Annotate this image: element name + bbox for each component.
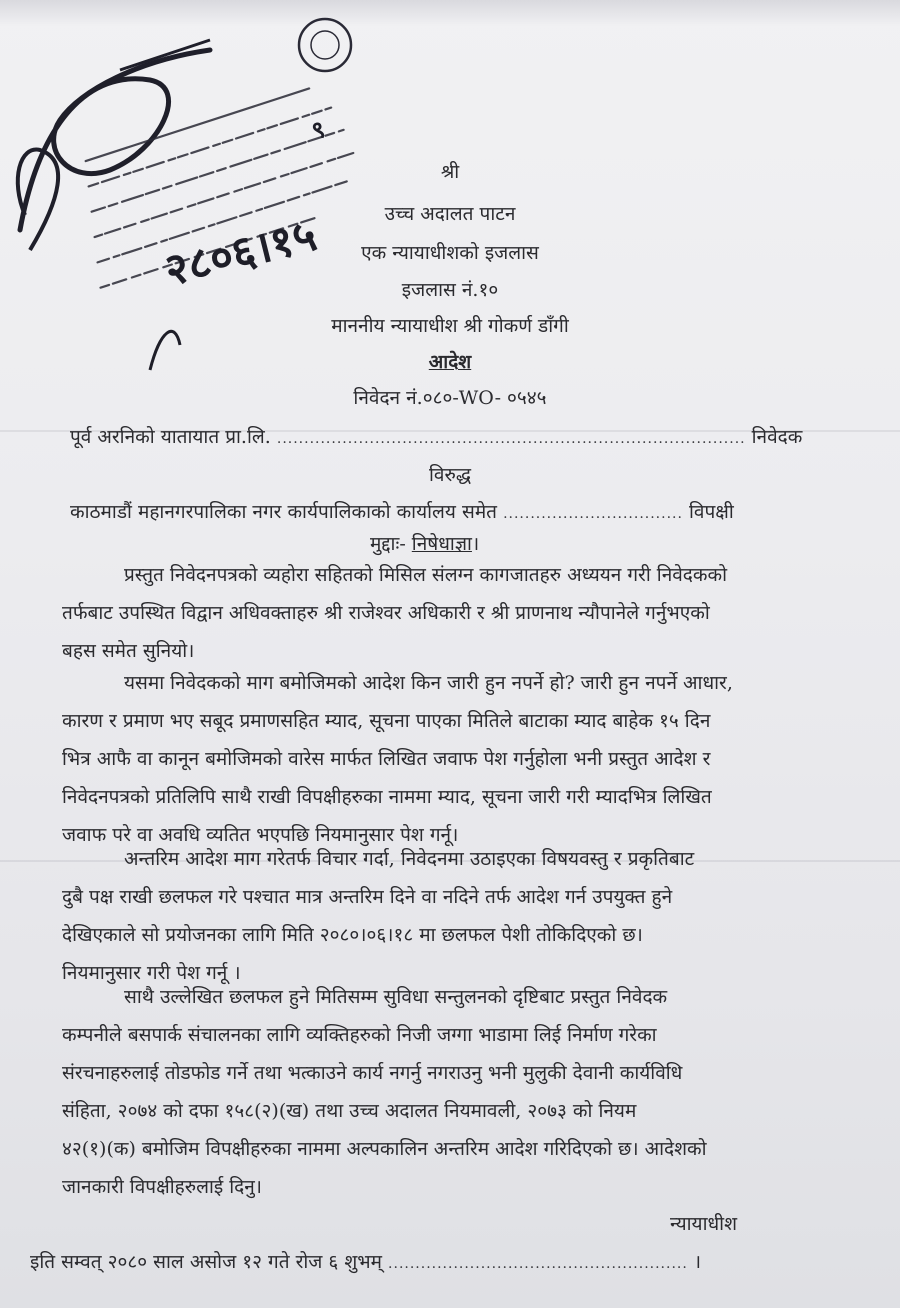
judge-name: माननीय न्यायाधीश श्री गोकर्ण डाँगी — [331, 315, 569, 337]
respondent-line — [70, 500, 830, 526]
petitioner-name: पूर्व अरनिको यातायात प्रा.लि. — [70, 426, 271, 448]
petitioner-dots: ...................................................................................... — [276, 431, 746, 447]
paragraph-line: दुबै पक्ष राखी छलफल गरे पश्चात मात्र अन्तरिम दिने वा नदिने तर्फ आदेश गर्न उपयुक्त हुने — [62, 886, 673, 908]
paragraph-line: जानकारी विपक्षीहरुलाई दिनु। — [62, 1176, 263, 1198]
paragraph-1 — [62, 556, 814, 670]
handwritten-date: २८०६।१५ — [159, 209, 322, 297]
paragraph-line: कम्पनीले बसपार्क संचालनका लागि व्यक्तिहरुको निजी जग्गा भाडामा लिई निर्माण गरेका — [62, 1024, 657, 1046]
respondent-name: काठमाडौं महानगरपालिका नगर कार्यपालिकाको कार्यालय समेत — [70, 501, 498, 523]
paragraph-line: देखिएकाले सो प्रयोजनका लागि मिति २०८०।०६।१८ मा छलफल पेशी तोकिदिएको छ। — [62, 924, 643, 946]
petitioner-role: निवेदक — [751, 426, 803, 448]
signature-stroke — [120, 40, 210, 70]
paragraph-line: अन्तरिम आदेश माग गरेतर्फ विचार गर्दा, निवेदनमा उठाइएका विषयवस्तु र प्रकृतिबाट — [124, 848, 695, 870]
paragraph-line: तर्फबाट उपस्थित विद्वान अधिवक्ताहरु श्री राजेश्वर अधिकारी र श्री प्राणनाथ न्यौपानेले गर्नुभएको — [62, 602, 710, 624]
paragraph-line: भित्र आफै वा कानून बमोजिमको वारेस मार्फत लिखित जवाफ पेश गर्नुहोला भनी प्रस्तुत आदेश र — [62, 748, 711, 770]
handwritten-ref: ९ — [308, 114, 328, 146]
paragraph-line: संरचनाहरुलाई तोडफोड गर्ने तथा भत्काउने कार्य नगर्नु नगराउनु भनी मुलुकी देवानी कार्यविधि — [62, 1062, 683, 1084]
date-end: । — [693, 1251, 702, 1273]
versus-label: विरुद्ध — [428, 464, 472, 486]
paragraph-3 — [62, 840, 814, 992]
paragraph-line: जवाफ परे वा अवधि व्यतित भएपछि नियमानुसार पेश गर्नू। — [62, 824, 459, 846]
stamp-line — [89, 108, 332, 187]
header-shree: श्री — [440, 161, 460, 183]
seal-inner-circle — [311, 31, 339, 59]
bench-number: इजलास नं.१० — [401, 279, 499, 301]
paragraph-line: नियमानुसार गरी पेश गर्नू । — [62, 962, 241, 984]
paragraph-line: ४२(१)(क) बमोजिम विपक्षीहरुका नाममा अल्पकालिन अन्तरिम आदेश गरिदिएको छ। आदेशको — [62, 1138, 707, 1160]
subject-line — [370, 532, 479, 556]
paragraph-4 — [62, 978, 814, 1206]
respondent-role: विपक्षी — [688, 501, 734, 523]
subject-value: निषेधाज्ञा — [411, 533, 472, 555]
stamp-line — [92, 130, 344, 212]
petition-number: निवेदन नं.०८०-WO- ०५४५ — [353, 387, 547, 409]
bench-type: एक न्यायाधीशको इजलास — [361, 242, 539, 264]
date-line — [30, 1250, 810, 1276]
paragraph-line: निवेदनपत्रको प्रतिलिपि साथै राखी विपक्षीहरुका नाममा म्याद, सूचना जारी गरी म्यादभित्र लिखित — [62, 786, 712, 808]
signatory-label: न्यायाधीश — [670, 1213, 738, 1235]
subject-label: मुद्दाः- — [370, 533, 406, 555]
paragraph-line: प्रस्तुत निवेदनपत्रको व्यहोरा सहितको मिसिल संलग्न कागजातहरु अध्ययन गरी निवेदकको — [124, 564, 728, 586]
seal-circle — [299, 19, 351, 71]
paragraph-line: यसमा निवेदकको माग बमोजिमको आदेश किन जारी हुन नपर्ने हो? जारी हुन नपर्ने आधार, — [124, 672, 733, 694]
date-dots: ....................................................... — [388, 1256, 688, 1272]
petitioner-line — [70, 425, 810, 451]
paragraph-2 — [62, 664, 814, 854]
date-text: इति सम्वत् २०८० साल असोज १२ गते रोज ६ शुभम् — [30, 1251, 382, 1273]
respondent-dots: ................................. — [503, 506, 683, 522]
handwritten-stroke — [150, 331, 180, 370]
paragraph-line: साथै उल्लेखित छलफल हुने मितिसम्म सुविधा सन्तुलनको दृष्टिबाट प्रस्तुत निवेदक — [124, 986, 668, 1008]
court-name: उच्च अदालत पाटन — [384, 203, 516, 225]
paragraph-line: कारण र प्रमाण भए सबूद प्रमाणसहित म्याद, सूचना पाएका मितिले बाटाका म्याद बाहेक १५ दिन — [62, 710, 711, 732]
paragraph-line: संहिता, २०७४ को दफा १५८(२)(ख) तथा उच्च अदालत नियमावली, २०७३ को नियम — [62, 1100, 637, 1122]
subject-end: । — [471, 533, 480, 555]
order-title: आदेश — [428, 351, 472, 373]
paragraph-line: बहस समेत सुनियो। — [62, 640, 195, 662]
